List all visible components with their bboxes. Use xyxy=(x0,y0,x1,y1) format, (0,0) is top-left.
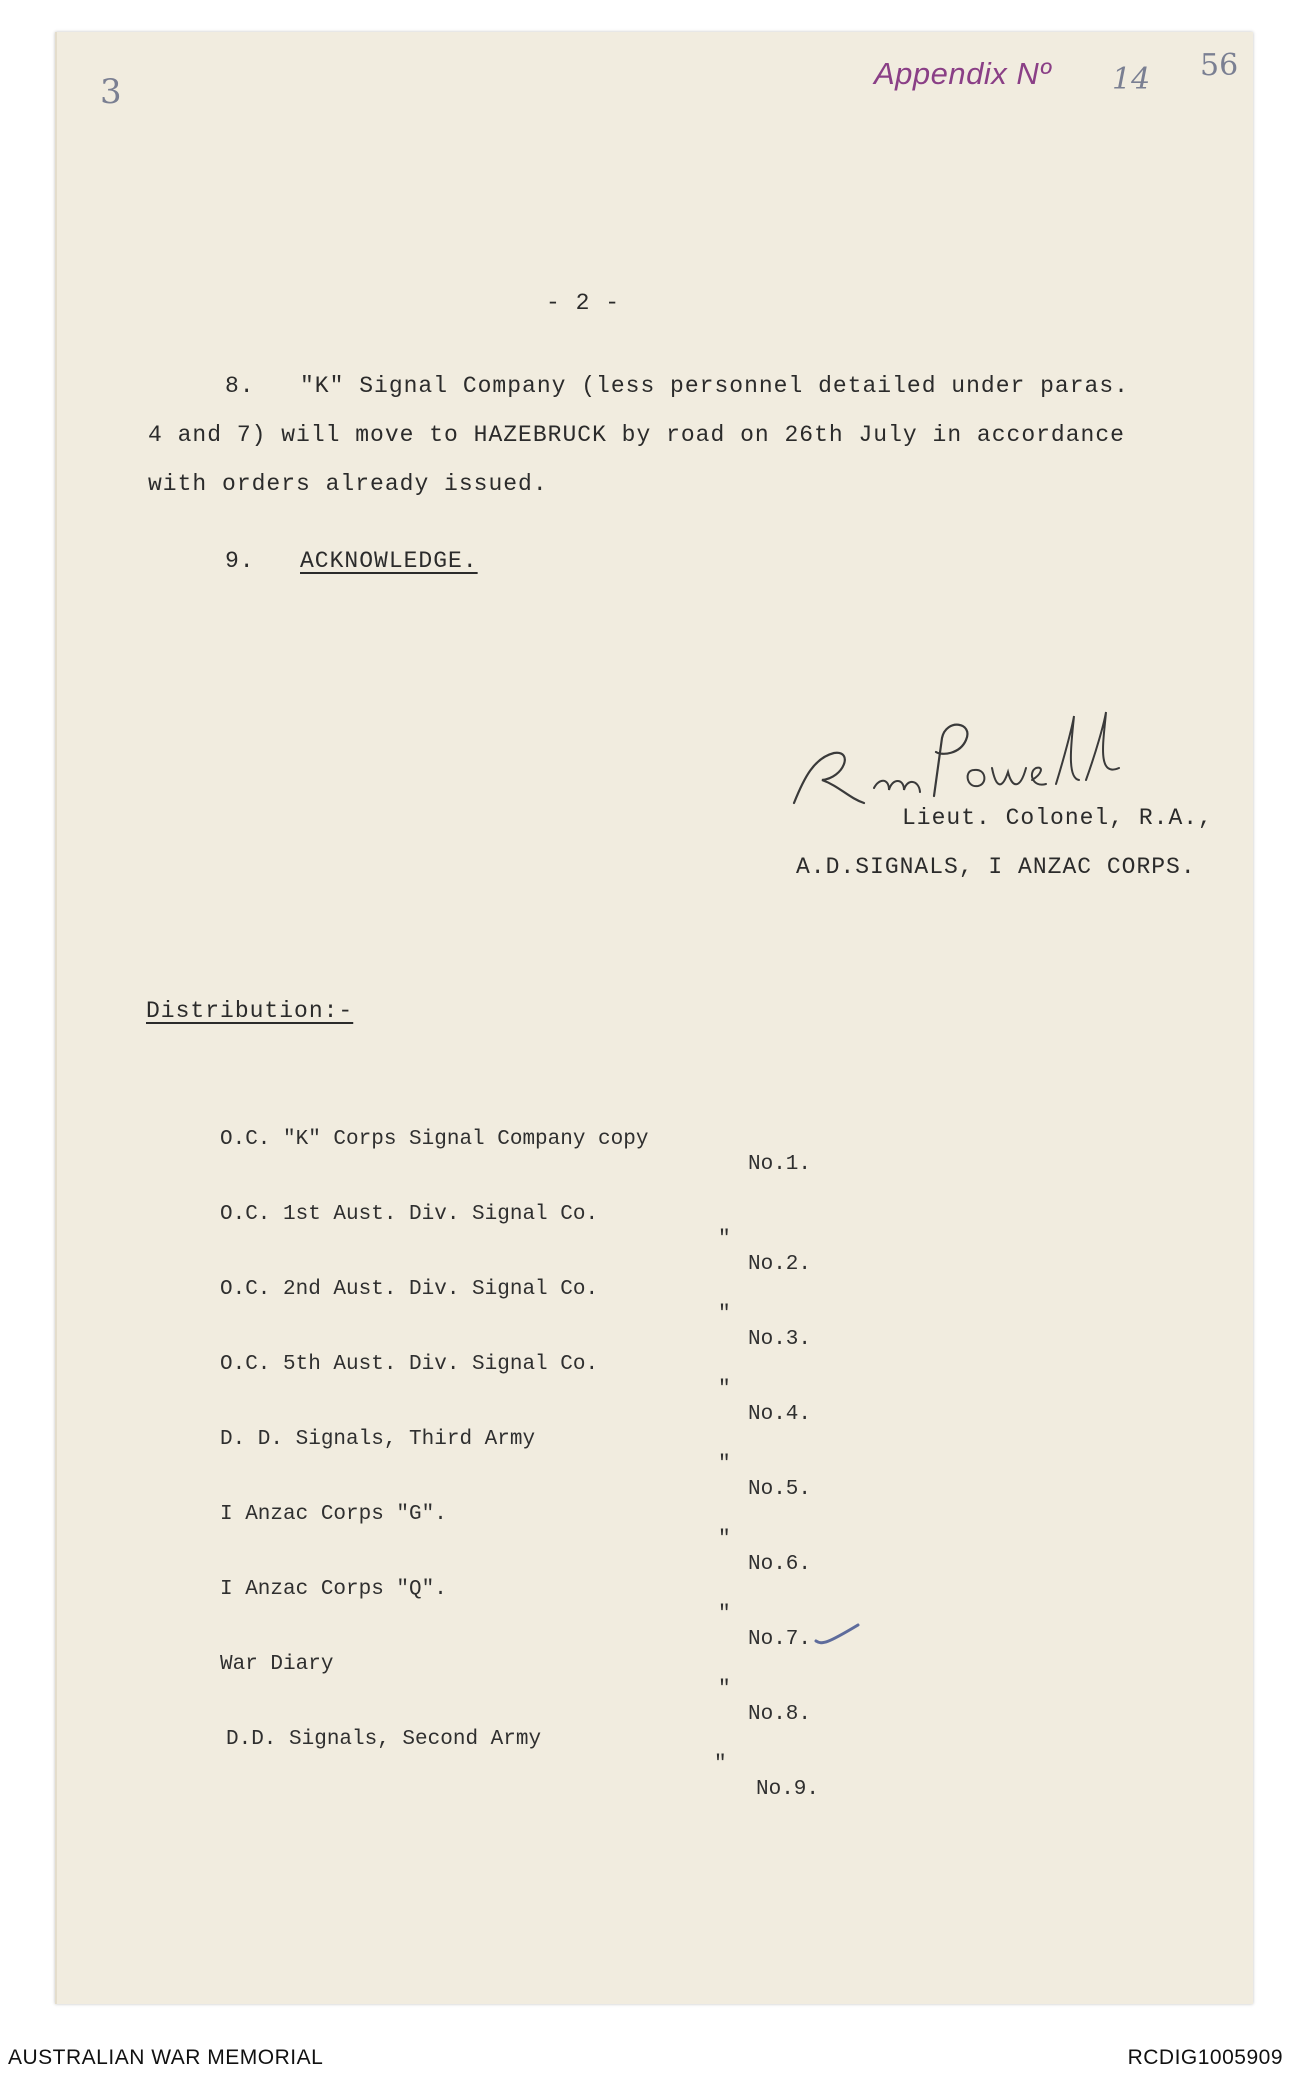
ditto-mark: " xyxy=(718,1603,731,1626)
distribution-list xyxy=(220,1052,840,1801)
list-item xyxy=(220,1102,840,1176)
recipient: D.D. Signals, Second Army xyxy=(226,1728,542,1751)
ditto-mark: " xyxy=(718,1303,731,1326)
paragraph-8-line-3: with orders already issued. xyxy=(148,471,548,497)
list-item xyxy=(220,1552,840,1651)
copy-number: No.9. xyxy=(756,1778,820,1801)
list-item xyxy=(220,1327,840,1426)
ditto-mark: " xyxy=(718,1378,731,1401)
ditto-mark: " xyxy=(718,1528,731,1551)
list-item xyxy=(220,1402,840,1501)
recipient: O.C. 2nd Aust. Div. Signal Co. xyxy=(220,1278,599,1301)
list-item xyxy=(220,1177,840,1276)
paragraph-8-line-1: "K" Signal Company (less personnel detailed under paras. xyxy=(300,373,1129,399)
paragraph-9-number: 9. xyxy=(225,548,255,574)
copy-number: No.1. xyxy=(748,1153,812,1176)
acknowledge-text: ACKNOWLEDGE. xyxy=(300,548,478,574)
list-item xyxy=(220,1252,840,1351)
list-item xyxy=(220,1627,840,1726)
signature-appointment: A.D.SIGNALS, I ANZAC CORPS. xyxy=(796,854,1196,880)
tick-mark-icon xyxy=(812,1619,862,1649)
copy-number: No.2. xyxy=(748,1253,812,1276)
list-item xyxy=(220,1702,840,1801)
folio-number: 56 xyxy=(1200,48,1239,83)
recipient: War Diary xyxy=(220,1653,334,1676)
recipient: O.C. "K" Corps Signal Company copy xyxy=(220,1128,649,1151)
footer-right: RCDIG1005909 xyxy=(1127,2046,1283,2069)
recipient: I Anzac Corps "Q". xyxy=(220,1578,447,1601)
copy-number: No.7. xyxy=(748,1628,812,1651)
corner-number: 3 xyxy=(100,72,122,112)
paragraph-8-line-2: 4 and 7) will move to HAZEBRUCK by road on 26th July in accordance xyxy=(148,422,1125,448)
signature xyxy=(755,690,1125,800)
appendix-stamp: Appendix Nº xyxy=(874,56,1052,91)
copy-number: No.6. xyxy=(748,1553,812,1576)
list-item xyxy=(220,1477,840,1576)
distribution-heading: Distribution:- xyxy=(146,998,354,1024)
copy-number: No.3. xyxy=(748,1328,812,1351)
ditto-mark: " xyxy=(718,1228,731,1251)
copy-number: No.5. xyxy=(748,1478,812,1501)
page-number: - 2 - xyxy=(546,290,621,316)
copy-number: No.8. xyxy=(748,1703,812,1726)
recipient: I Anzac Corps "G". xyxy=(220,1503,447,1526)
ditto-mark: " xyxy=(714,1753,727,1776)
appendix-number: 14 xyxy=(1112,62,1151,97)
recipient: D. D. Signals, Third Army xyxy=(220,1428,536,1451)
paragraph-8-number: 8. xyxy=(225,373,255,399)
footer-left: AUSTRALIAN WAR MEMORIAL xyxy=(8,2046,324,2069)
copy-number: No.4. xyxy=(748,1403,812,1426)
ditto-mark: " xyxy=(718,1453,731,1476)
signature-rank: Lieut. Colonel, R.A., xyxy=(902,805,1213,831)
recipient: O.C. 1st Aust. Div. Signal Co. xyxy=(220,1203,599,1226)
signature-scribble-icon xyxy=(774,708,1144,818)
recipient: O.C. 5th Aust. Div. Signal Co. xyxy=(220,1353,599,1376)
ditto-mark: " xyxy=(718,1678,731,1701)
